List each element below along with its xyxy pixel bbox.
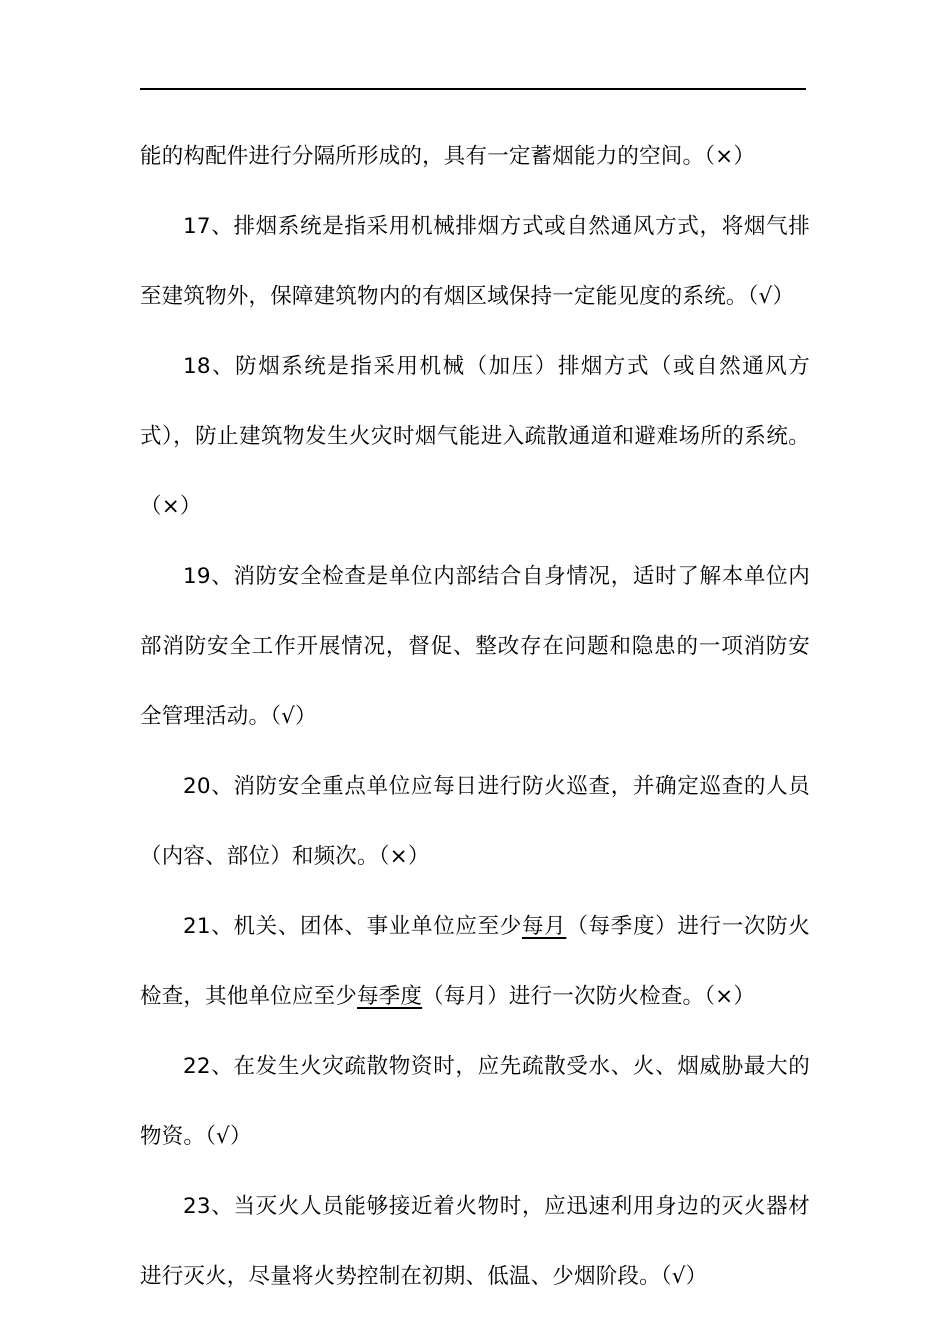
paragraph-item-17: 17、排烟系统是指采用机械排烟方式或自然通风方式，将烟气排至建筑物外，保障建筑物内的有烟区域保持一定能见度的系统。（√）: [140, 214, 810, 309]
paragraph-item-21: [140, 892, 810, 1032]
paragraph-item-23: 23、当灭火人员能够接近着火物时，应迅速利用身边的灭火器材进行灭火，尽量将火势控制在初期、低温、少烟阶段。（√）: [140, 1194, 810, 1289]
item-21-underlined-answer-2: 每季度: [357, 984, 423, 1009]
paragraph-item-19: 19、消防安全检查是单位内部结合自身情况，适时了解本单位内部消防安全工作开展情况，督促、整改存在问题和隐患的一项消防安全管理活动。（√）: [140, 564, 810, 729]
item-21-underlined-answer-1: 每月: [521, 914, 567, 939]
item-21-segment-plain-1: 21、机关、团体、事业单位应至少: [183, 914, 522, 939]
item-21-segment-plain-2: （每季度）进行一次防火检查，其他单位应至少: [140, 914, 810, 1009]
paragraph-item-18: 18、防烟系统是指采用机械（加压）排烟方式（或自然通风方式），防止建筑物发生火灾时烟气能进入疏散通道和避难场所的系统。（×）: [140, 354, 810, 519]
item-21-segment-plain-3: （每月）进行一次防火检查。（×）: [422, 984, 756, 1009]
paragraph-continuation-16: 能的构配件进行分隔所形成的，具有一定蓄烟能力的空间。（×）: [140, 144, 756, 169]
paragraph-item-22: 22、在发生火灾疏散物资时，应先疏散受水、火、烟威胁最大的物资。（√）: [140, 1054, 810, 1149]
document-body: [140, 122, 810, 1312]
header-rule-divider: [140, 88, 806, 90]
paragraph-item-20: 20、消防安全重点单位应每日进行防火巡查，并确定巡查的人员（内容、部位）和频次。（×）: [140, 774, 810, 869]
